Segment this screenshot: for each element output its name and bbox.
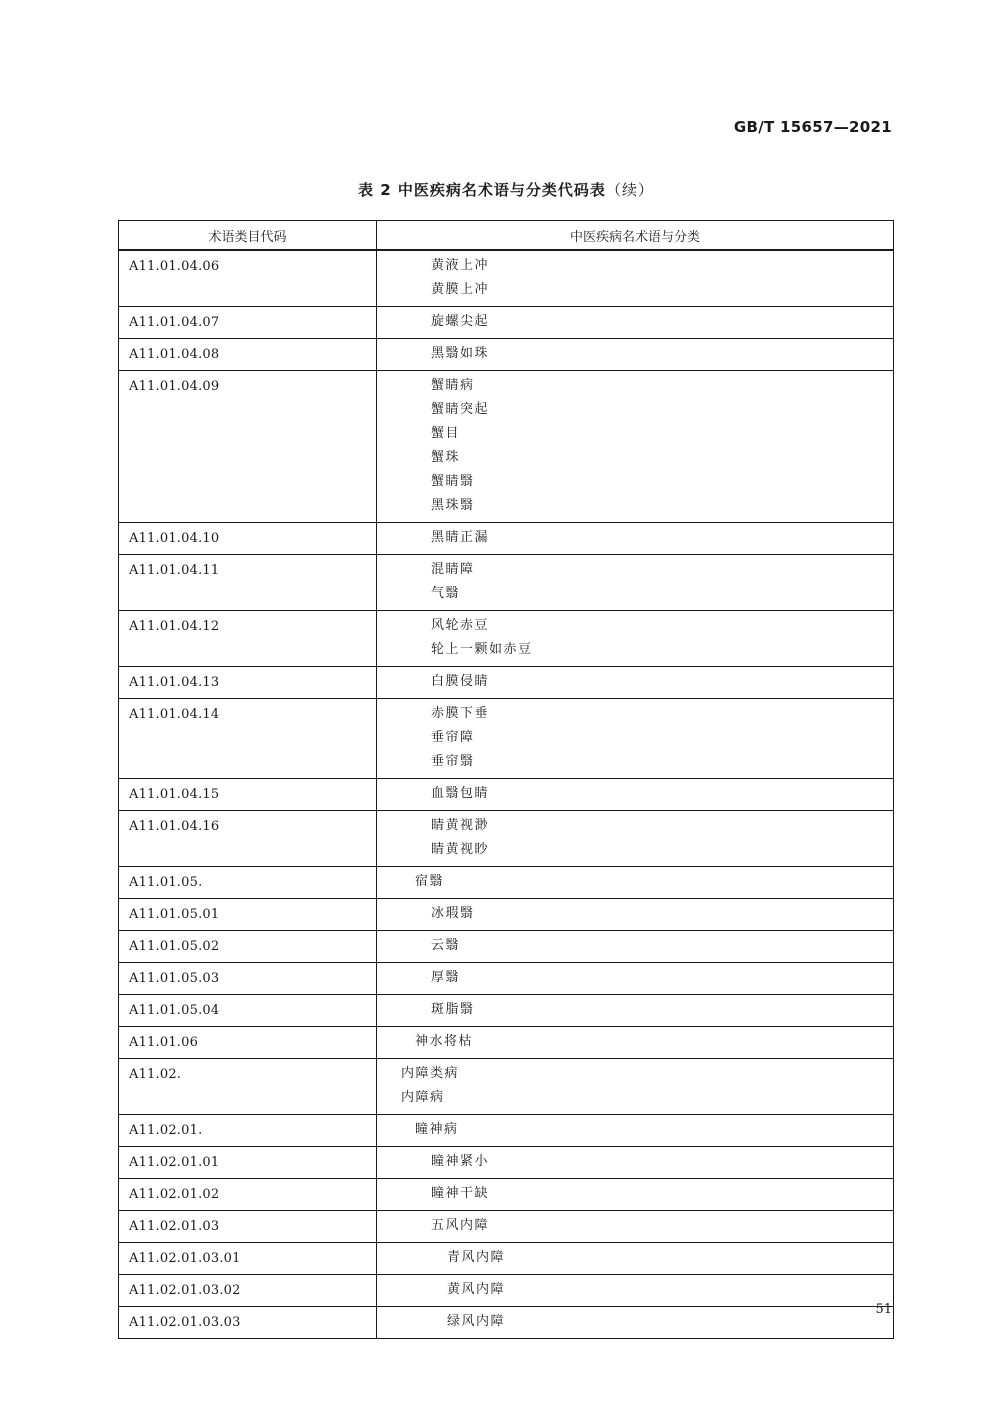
disease-terms [377,555,894,611]
disease-term: 睛黄视眇 [431,842,490,857]
category-code: A11.01.04.09 [119,371,377,523]
category-code: A11.02.01.03.03 [119,1307,377,1339]
disease-term: 斑脂翳 [431,1002,475,1017]
disease-term: 厚翳 [431,970,461,985]
disease-terms [377,779,894,811]
category-code: A11.02.01.03.02 [119,1275,377,1307]
disease-term: 蟹睛突起 [431,402,490,417]
category-code: A11.01.04.15 [119,779,377,811]
disease-terms [377,995,894,1027]
category-code: A11.02.01.03.01 [119,1243,377,1275]
disease-term: 瞳神干缺 [431,1186,490,1201]
disease-terms [377,1115,894,1147]
category-code: A11.02.01.03 [119,1211,377,1243]
category-code: A11.02.01. [119,1115,377,1147]
disease-terms [377,867,894,899]
disease-term: 气翳 [431,586,461,601]
disease-terms [377,899,894,931]
table-row [119,1211,894,1243]
disease-term: 宿翳 [415,874,445,889]
disease-terms [377,1027,894,1059]
table-row [119,339,894,371]
disease-term: 云翳 [431,938,461,953]
disease-terms [377,811,894,867]
standard-code: GB/T 15657—2021 [733,118,892,136]
column-header-code: 术语类目代码 [119,221,377,251]
category-code: A11.01.05.02 [119,931,377,963]
table-header-row [119,221,894,251]
disease-term: 黄膜上冲 [431,282,490,297]
table-row [119,963,894,995]
disease-term: 黑珠翳 [431,498,475,513]
disease-term: 垂帘翳 [431,754,475,769]
category-code: A11.01.04.07 [119,307,377,339]
category-code: A11.01.04.14 [119,699,377,779]
category-code: A11.01.05.03 [119,963,377,995]
disease-terms [377,963,894,995]
disease-terms [377,1243,894,1275]
disease-term: 垂帘障 [431,730,475,745]
table-row [119,1179,894,1211]
table-title [0,179,999,200]
disease-term: 冰瑕翳 [431,906,475,921]
disease-term: 黑翳如珠 [431,346,490,361]
disease-term: 蟹睛病 [431,378,475,393]
table-title-text: 表 2 中医疾病名术语与分类代码表 [358,181,606,199]
disease-term: 黑睛正漏 [431,530,490,545]
category-code: A11.01.04.13 [119,667,377,699]
category-code: A11.01.04.08 [119,339,377,371]
table-row [119,1147,894,1179]
table-row [119,699,894,779]
disease-term: 五风内障 [431,1218,490,1233]
category-code: A11.01.06 [119,1027,377,1059]
page-number: 51 [875,1302,892,1317]
disease-term: 蟹珠 [431,450,461,465]
table-row [119,667,894,699]
disease-terms [377,699,894,779]
disease-terms [377,523,894,555]
column-header-terms: 中医疾病名术语与分类 [377,221,894,251]
table-row [119,1307,894,1339]
table-row [119,371,894,523]
disease-terms [377,1179,894,1211]
disease-terms [377,611,894,667]
table-row [119,307,894,339]
disease-term: 白膜侵睛 [431,674,490,689]
category-code: A11.01.04.16 [119,811,377,867]
table-row [119,1059,894,1115]
category-code: A11.01.05.04 [119,995,377,1027]
disease-terms [377,307,894,339]
disease-term: 神水将枯 [415,1034,474,1049]
disease-term: 轮上一颗如赤豆 [431,642,533,657]
category-code: A11.02. [119,1059,377,1115]
table-row [119,611,894,667]
table-title-continued: （续） [605,181,654,199]
table-row [119,1027,894,1059]
category-code: A11.01.04.12 [119,611,377,667]
disease-term: 黄风内障 [447,1282,506,1297]
table-body [119,250,894,1339]
disease-terms [377,250,894,307]
disease-term: 内障病 [401,1090,445,1105]
disease-terms [377,1211,894,1243]
category-code: A11.02.01.02 [119,1179,377,1211]
category-code: A11.01.04.11 [119,555,377,611]
disease-term: 风轮赤豆 [431,618,490,633]
disease-terms [377,1307,894,1339]
table-row [119,779,894,811]
table-row [119,811,894,867]
classification-table [118,220,894,1339]
disease-term: 混睛障 [431,562,475,577]
table-row [119,931,894,963]
disease-terms [377,931,894,963]
table-row [119,1115,894,1147]
disease-terms [377,667,894,699]
category-code: A11.01.04.06 [119,250,377,307]
table-row [119,899,894,931]
disease-term: 睛黄视渺 [431,818,490,833]
disease-term: 赤膜下垂 [431,706,490,721]
disease-term: 黄液上冲 [431,258,490,273]
disease-terms [377,371,894,523]
table-row [119,1243,894,1275]
category-code: A11.01.05. [119,867,377,899]
disease-term: 绿风内障 [447,1314,506,1329]
category-code: A11.02.01.01 [119,1147,377,1179]
table-row [119,867,894,899]
disease-term: 瞳神紧小 [431,1154,490,1169]
disease-term: 蟹目 [431,426,461,441]
disease-term: 旋螺尖起 [431,314,490,329]
disease-term: 内障类病 [401,1066,460,1081]
category-code: A11.01.05.01 [119,899,377,931]
disease-terms [377,1059,894,1115]
table-row [119,1275,894,1307]
table-row [119,250,894,307]
category-code: A11.01.04.10 [119,523,377,555]
disease-terms [377,339,894,371]
disease-term: 蟹睛翳 [431,474,475,489]
table-row [119,523,894,555]
disease-term: 青风内障 [447,1250,506,1265]
disease-terms [377,1147,894,1179]
table-row [119,555,894,611]
disease-term: 血翳包睛 [431,786,490,801]
disease-term: 瞳神病 [415,1122,459,1137]
disease-terms [377,1275,894,1307]
table-row [119,995,894,1027]
